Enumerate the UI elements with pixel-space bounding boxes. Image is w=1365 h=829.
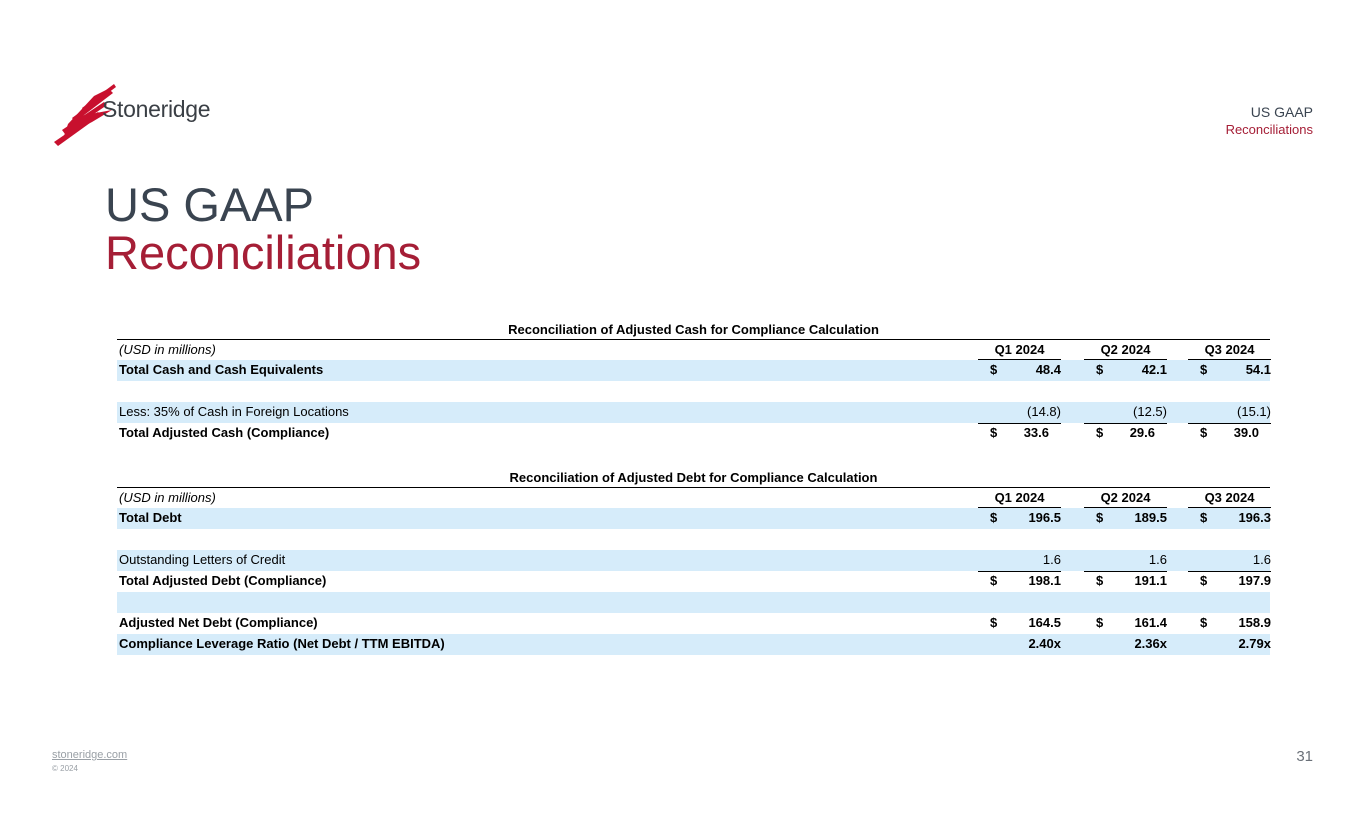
table-caption: Reconciliation of Adjusted Cash for Compliance Calculation — [508, 322, 879, 337]
row-label: Total Adjusted Debt (Compliance) — [119, 573, 327, 588]
cell-value: 39.0 — [1233, 425, 1259, 440]
column-header: Q3 2024 — [1188, 340, 1271, 360]
column-header: Q1 2024 — [978, 488, 1061, 508]
cell-value: 2.40x — [1028, 636, 1061, 651]
table-header-row — [117, 339, 1270, 360]
cell-value: 48.4 — [1035, 362, 1061, 377]
table-row — [117, 402, 1270, 423]
cell-value: (14.8) — [1027, 404, 1061, 419]
page-title-line2: Reconciliations — [105, 226, 422, 279]
debt-reconciliation-table — [117, 468, 1270, 655]
cell-value: (15.1) — [1237, 404, 1271, 419]
currency-symbol: $ — [1096, 573, 1104, 588]
row-label: Adjusted Net Debt (Compliance) — [119, 615, 318, 630]
table-row — [117, 550, 1270, 571]
currency-symbol: $ — [1200, 615, 1208, 630]
section-label: US GAAP — [1250, 104, 1313, 120]
page-title — [105, 178, 422, 279]
column-header: Q2 2024 — [1084, 340, 1167, 360]
currency-symbol: $ — [990, 362, 998, 377]
cash-reconciliation-table — [117, 320, 1270, 444]
currency-symbol: $ — [1096, 510, 1104, 525]
row-label: Compliance Leverage Ratio (Net Debt / TTM EBITDA) — [119, 636, 445, 651]
row-label: Total Cash and Cash Equivalents — [119, 362, 324, 377]
spacer-row — [117, 529, 1270, 550]
cell-value: 42.1 — [1141, 362, 1167, 377]
cell-value: 197.9 — [1238, 573, 1271, 588]
cell-value: 33.6 — [1023, 425, 1049, 440]
currency-symbol: $ — [1200, 510, 1208, 525]
currency-symbol: $ — [990, 425, 998, 440]
cell-value: 196.5 — [1028, 510, 1061, 525]
column-header: Q2 2024 — [1084, 488, 1167, 508]
cell-value: 191.1 — [1134, 573, 1167, 588]
page-title-line1: US GAAP — [105, 178, 314, 231]
subsection-label: Reconciliations — [1225, 122, 1313, 137]
row-label: Total Adjusted Cash (Compliance) — [119, 425, 330, 440]
column-header: Q1 2024 — [978, 340, 1061, 360]
units-label: (USD in millions) — [119, 490, 216, 505]
page-number: 31 — [1296, 748, 1313, 765]
table-row — [117, 613, 1270, 634]
cell-value: 2.36x — [1134, 636, 1167, 651]
spacer-row — [117, 381, 1270, 402]
cell-value: (12.5) — [1133, 404, 1167, 419]
cell-value: 189.5 — [1134, 510, 1167, 525]
table-row — [117, 423, 1270, 444]
cell-value: 161.4 — [1134, 615, 1167, 630]
currency-symbol: $ — [1200, 362, 1208, 377]
row-label: Outstanding Letters of Credit — [119, 552, 286, 567]
currency-symbol: $ — [1096, 615, 1104, 630]
cell-value: 196.3 — [1238, 510, 1271, 525]
cell-value: 1.6 — [1148, 552, 1167, 567]
cell-value: 158.9 — [1238, 615, 1271, 630]
currency-symbol: $ — [1200, 425, 1208, 440]
table-header-row — [117, 487, 1270, 508]
row-label: Less: 35% of Cash in Foreign Locations — [119, 404, 349, 419]
currency-symbol: $ — [1200, 573, 1208, 588]
cell-value: 54.1 — [1245, 362, 1271, 377]
spacer-row — [117, 592, 1270, 613]
currency-symbol: $ — [1096, 425, 1104, 440]
cell-value: 1.6 — [1252, 552, 1271, 567]
brand-name: Stoneridge — [102, 96, 211, 122]
currency-symbol: $ — [1096, 362, 1104, 377]
section-header — [1226, 104, 1313, 138]
cell-value: 198.1 — [1028, 573, 1061, 588]
column-header: Q3 2024 — [1188, 488, 1271, 508]
currency-symbol: $ — [990, 573, 998, 588]
website-link[interactable]: stoneridge.com — [52, 749, 128, 761]
units-label: (USD in millions) — [119, 342, 216, 357]
row-label: Total Debt — [119, 510, 182, 525]
currency-symbol: $ — [990, 510, 998, 525]
cell-value: 1.6 — [1042, 552, 1061, 567]
cell-value: 2.79x — [1238, 636, 1271, 651]
table-row — [117, 571, 1270, 592]
copyright: © 2024 — [52, 764, 78, 773]
cell-value: 164.5 — [1028, 615, 1061, 630]
table-row — [117, 360, 1270, 381]
cell-value: 29.6 — [1129, 425, 1155, 440]
currency-symbol: $ — [990, 615, 998, 630]
table-caption: Reconciliation of Adjusted Debt for Compliance Calculation — [509, 470, 878, 485]
table-row — [117, 508, 1270, 529]
table-row — [117, 634, 1270, 655]
